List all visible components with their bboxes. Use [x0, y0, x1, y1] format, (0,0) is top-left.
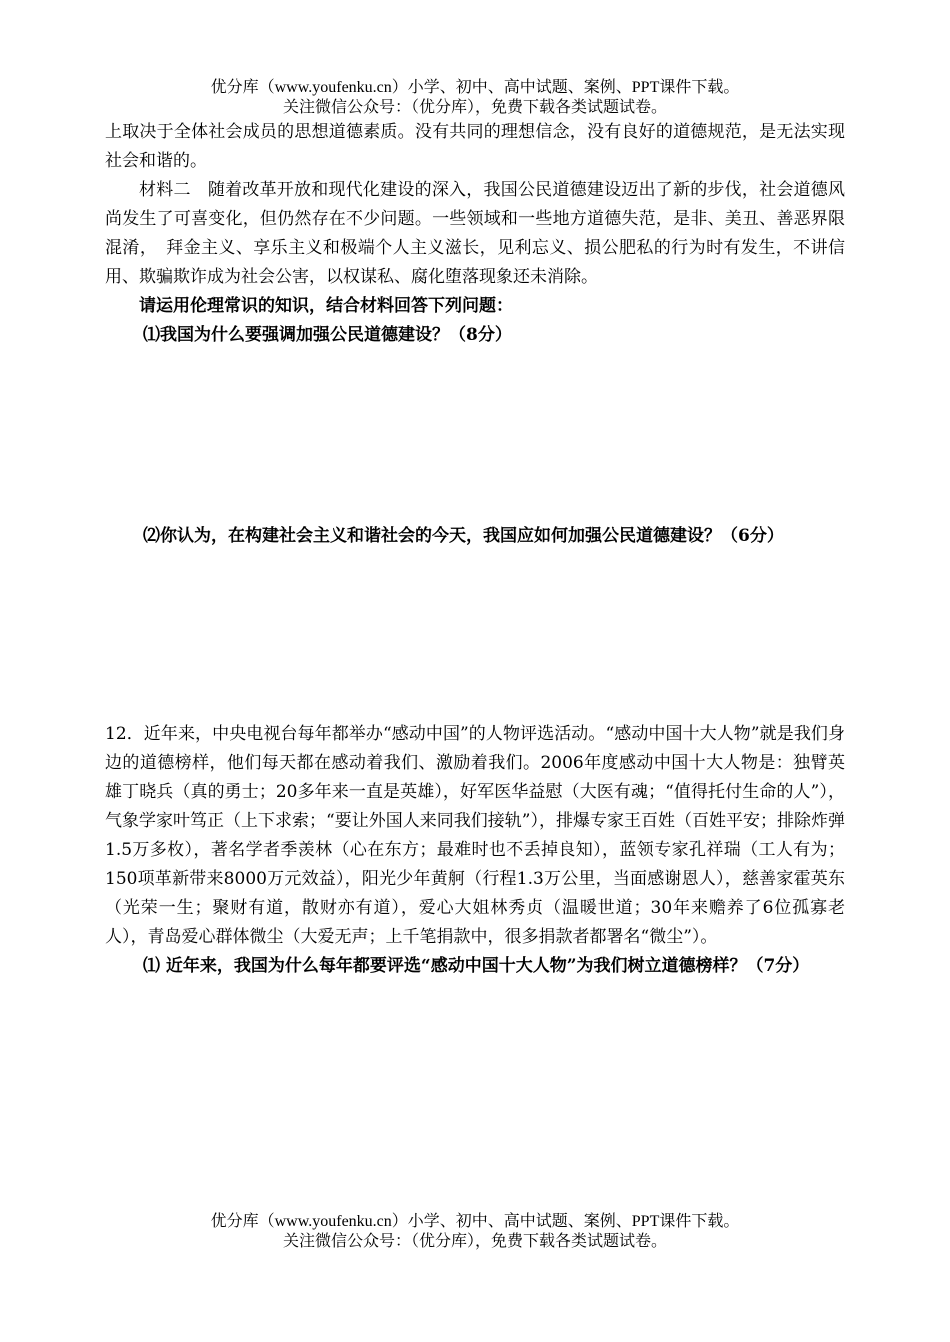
material-one-tail: 上取决于全体社会成员的思想道德素质。没有共同的理想信念，没有良好的道德规范，是无法实现社会和谐的。: [105, 122, 845, 171]
question-11-part-2-block: [105, 522, 845, 551]
question-12-text: 12．近年来，中央电视台每年都举办“感动中国”的人物评选活动。“感动中国十大人物”就是我们身边的道德榜样，他们每天都在感动着我们、激励着我们。2006年度感动中国十大人物是：独臂英雄丁晓兵（真的勇士；20多年来一直是英雄），好军医华益慰（大医有魂；“值得托付生命的人”），气象学家叶笃正（上下求索；“要让外国人来同我们接轨”），排爆专家王百姓（百姓平安；排除炸弹1.5万多枚），著名学者季羡林（心在东方；最难时也不丢掉良知），蓝领专家孔祥瑞（工人有为；150项革新带来8000万元效益），阳光少年黄舸（行程1.3万公里，当面感谢恩人），慈善家霍英东（光荣一生；聚财有道，散财亦有道），爱心大姐林秀贞（温暖世道；30年来赡养了6位孤寡老人），青岛爱心群体微尘（大爱无声；上千笔捐款中，很多捐款者都署名“微尘”）。: [105, 724, 845, 947]
question-12-block: [105, 720, 845, 981]
material-two: 材料二 随着改革开放和现代化建设的深入，我国公民道德建设迈出了新的步伐，社会道德风尚发生了可喜变化，但仍然存在不少问题。一些领域和一些地方道德失范，是非、美丑、善恶界限混淆， 拜金主义、享乐主义和极端个人主义滋长，见利忘义、损公肥私的行为时有发生，不讲信用、欺骗欺诈成为社会公害，以权谋私、腐化堕落现象还未消除。: [105, 180, 845, 287]
question-11-part-1: ⑴我国为什么要强调加强公民道德建设？（8分）: [143, 325, 512, 345]
footer-line-1: 优分库（www.youfenku.cn）小学、初中、高中试题、案例、PPT课件下载。: [210, 1213, 740, 1230]
question-11-part-2: ⑵你认为，在构建社会主义和谐社会的今天，我国应如何加强公民道德建设？（6分）: [143, 526, 784, 546]
header-line-2: 关注微信公众号：（优分库），免费下载各类试题试卷。: [282, 99, 667, 116]
question-12-part-1: ⑴ 近年来，我国为什么每年都要评选“感动中国十大人物”为我们树立道德榜样？（7分）: [143, 956, 810, 976]
instruction: 请运用伦理常识的知识，结合材料回答下列问题：: [139, 296, 513, 316]
footer-line-2: 关注微信公众号：（优分库），免费下载各类试题试卷。: [282, 1233, 667, 1250]
page-header: [0, 78, 950, 118]
header-line-1: 优分库（www.youfenku.cn）小学、初中、高中试题、案例、PPT课件下载。: [210, 79, 740, 96]
page-content: [105, 118, 845, 976]
page-footer: [0, 1212, 950, 1252]
